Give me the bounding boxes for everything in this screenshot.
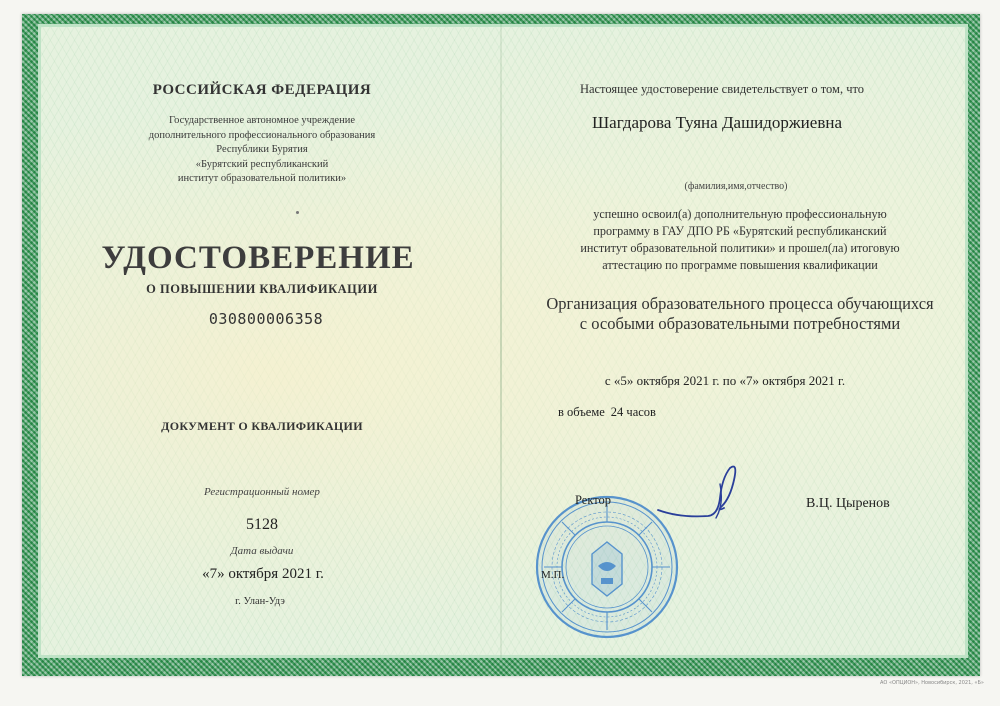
center-fold (500, 24, 502, 658)
registration-number: 5128 (246, 516, 278, 533)
printer-note: АО «ОПЦИОН», Новосибирск, 2021, «Б» (880, 680, 984, 686)
program-title-line: Организация образовательного процесса обучающихся (546, 294, 934, 313)
document-subtitle: О ПОВЫШЕНИИ КВАЛИФИКАЦИИ (146, 282, 378, 296)
institution-line: «Бурятский республиканский (195, 158, 329, 170)
rector-label: Ректор (575, 493, 612, 507)
issue-date-label: Дата выдачи (230, 545, 294, 557)
statement-line: аттестацию по программе повышения квалификации (602, 258, 878, 272)
registration-number-label: Регистрационный номер (204, 486, 320, 498)
program-title-line: с особыми образовательными потребностями (579, 314, 901, 333)
statement-line: успешно освоил(а) дополнительную профессиональную (593, 207, 887, 221)
serial-number: 030800006358 (208, 310, 324, 328)
institution-name (112, 114, 412, 187)
completion-statement (580, 206, 899, 274)
statement-line: программу в ГАУ ДПО РБ «Бурятский республиканский (593, 224, 887, 238)
country-heading: РОССИЙСКАЯ ФЕДЕРАЦИЯ (152, 82, 372, 98)
paper-speck (296, 211, 299, 214)
issue-city: г. Улан-Удэ (235, 596, 285, 607)
institution-line: дополнительного профессионального образования (148, 129, 376, 141)
rector-signature (650, 458, 760, 528)
certifies-line: Настоящее удостоверение свидетельствует о том, что (579, 82, 865, 96)
document-title: УДОСТОВЕРЕНИЕ (101, 240, 415, 276)
training-period: с «5» октября 2021 г. по «7» октября 2021 г. (604, 373, 846, 388)
volume-label: в объеме (558, 405, 605, 419)
holder-name: Шагдарова Туяна Дашидоржиевна (592, 113, 842, 132)
document-type: ДОКУМЕНТ О КВАЛИФИКАЦИИ (161, 419, 363, 433)
volume-value: 24 часов (610, 405, 656, 419)
program-title (546, 294, 933, 334)
statement-line: институт образовательной политики» и прошел(ла) итоговую (580, 241, 900, 255)
issue-date: «7» октября 2021 г. (202, 566, 324, 582)
training-volume (558, 405, 656, 420)
institution-line: институт образовательной политики» (177, 173, 347, 184)
rector-name: В.Ц. Цыренов (806, 496, 890, 511)
institution-line: Республики Бурятия (216, 144, 308, 155)
institution-line: Государственное автономное учреждение (169, 115, 355, 126)
holder-name-caption: (фамилия,имя,отчество) (684, 181, 788, 192)
stamp-place-label: М.П. (541, 569, 565, 581)
